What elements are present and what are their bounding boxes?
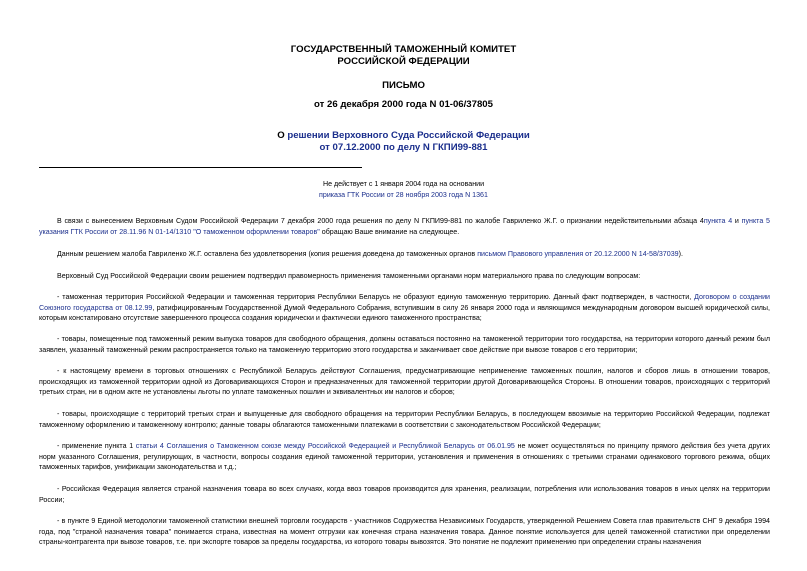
paragraph-text: - таможенная территория Российской Федерации и таможенная территория Республики Беларусь не образуют единую таможенную территорию. Данный факт подтвержден, в частности, <box>57 293 695 301</box>
paragraph-belarus-agreements: - к настоящему времени в торговых отношениях с Республикой Беларусь действуют Соглашения, предусматривающие неприменение таможенных пошлин, налогов и сборов лишь в отношении товаров, происходящих из таможенной территории одной из Договаривающихся Сторон и предназначенных для таможенной территории другой Договаривающейся Стороны. В отношении товаров, происходящих с территорий третьих стран, ни в одном акте не установлены льготы по уплате таможенных пошлин и эквивалентных им налогов и сборов; <box>39 367 770 396</box>
link-point-5-instruction[interactable]: пункта 5 указания ГТК России от 28.11.96 N 01-14/1310 "О таможенном оформлении товаров" <box>39 217 770 236</box>
paragraph-court-confirmation: Верховный Суд Российской Федерации своим решением подтвердил правомерность применения таможенными органами норм материального права по следующим вопросам: <box>57 272 641 280</box>
paragraph-text: Данным решением жалоба Гавриленко Ж.Г. оставлена без удовлетворения (копия решения доведена до таможенных органов <box>57 250 478 258</box>
subject-prefix: О <box>277 130 288 141</box>
doc-type-title: ПИСЬМО <box>382 80 425 91</box>
doc-subject-line1 <box>0 130 807 142</box>
paragraph-statistics-methodology: - в пункте 9 Единой методологии таможенной статистики внешней торговли государств - участников Содружества Независимых Государств, утвержденной Решением Совета глав правительств СНГ 9 декабря 1994 года, под "страной назначения товара" понимается страна, известная на момент отгрузки как конечная страна назначения товара. Данное понятие используется для целей таможенной статистики при определении страны-контрагента при вывозе товаров, т.е. при экспорте товаров за пределы государства, из которого товары вывозятся. Это понятие не подлежит применению при определении страны назначения <box>39 517 770 546</box>
link-point-4[interactable]: пункта 4 <box>703 217 733 225</box>
doc-date-number: от 26 декабря 2000 года N 01-06/37805 <box>314 99 493 110</box>
org-title-line1: ГОСУДАРСТВЕННЫЙ ТАМОЖЕННЫЙ КОМИТЕТ <box>290 44 517 55</box>
paragraph-complaint-result <box>39 249 770 260</box>
org-title-line2: РОССИЙСКОЙ ФЕДЕРАЦИИ <box>337 56 470 67</box>
subject-court-decision-link[interactable]: решении Верховного Суда Российской Федерации <box>287 130 530 141</box>
paragraph-customs-union-article <box>39 441 770 473</box>
link-legal-department-letter[interactable]: письмом Правового управления от 20.12.2000 N 14-58/37039 <box>477 250 679 258</box>
paragraph-intro <box>39 216 770 237</box>
link-union-state-treaty[interactable]: Договором о создании Союзного государства от 08.12.99 <box>39 293 771 312</box>
paragraph-text: , ратифицированным Государственной Думой Федерального Собрания, вступившим в силу 26 января 2000 года и являющимся международным договором высшей юридической силы, которым констатировано отсутствие завершенного процесса создания юридически и фактически единого таможенного пространства; <box>39 303 770 322</box>
header-divider <box>39 167 362 168</box>
paragraph-text: и <box>732 217 742 225</box>
paragraph-text: обращаю Ваше внимание на следующее. <box>319 227 460 236</box>
link-customs-union-agreement[interactable]: статьи 4 Соглашения о Таможенном союзе между Российской Федерацией и Республикой Беларусь от 06.01.95 <box>135 442 515 450</box>
status-notice-order-link[interactable]: приказа ГТК России от 28 ноября 2003 года N 1361 <box>319 191 488 199</box>
paragraph-text: - применение пункта 1 <box>57 442 136 450</box>
paragraph-text: В связи с вынесением Верховным Судом Российской Федерации 7 декабря 2000 года решения по делу N ГКПИ99-881 по жалобе Гавриленко Ж.Г. о признании недействительными абзаца 4 <box>57 217 704 225</box>
paragraph-free-circulation: - товары, помещенные под таможенный режим выпуска товаров для свободного обращения, должны оставаться постоянно на таможенной территории того государства, на территории которого данный режим был заявлен, указанный таможенный режим распространяется только на таможенную территорию этого государства и заканчивает свое действие при вывозе товаров с его территории; <box>39 335 770 354</box>
paragraph-destination-country: - Российская Федерация является страной назначения товара во всех случаях, когда ввоз товаров производится для хранения, реализации, потребления или использования товаров в иных целях на территории России; <box>39 485 770 504</box>
paragraph-third-country-goods: - товары, происходящие с территорий третьих стран и выпущенные для свободного обращения на территории Республики Беларусь, в последующем ввозимые на территорию Российской Федерации, подлежат таможенному оформлению и таможенному контролю; данные товары облагаются таможенными платежами в соответствии с законодательством Российской Федерации; <box>39 410 770 429</box>
paragraph-customs-territory <box>39 292 770 324</box>
status-notice-text: Не действует с 1 января 2004 года на основании <box>322 180 485 188</box>
doc-subject-line2[interactable]: от 07.12.2000 по делу N ГКПИ99-881 <box>319 142 488 153</box>
paragraph-text: ). <box>678 250 683 258</box>
paragraph-text: не может осуществляться по принципу прямого действия без учета других норм указанного Соглашения, регулирующих, в частности, вопросы создания единой таможенной территории, установления и применения в отношениях с третьими странами одинакового торгового режима, общих таможенных тарифов, унификации законодательства и т.д.; <box>39 442 770 471</box>
